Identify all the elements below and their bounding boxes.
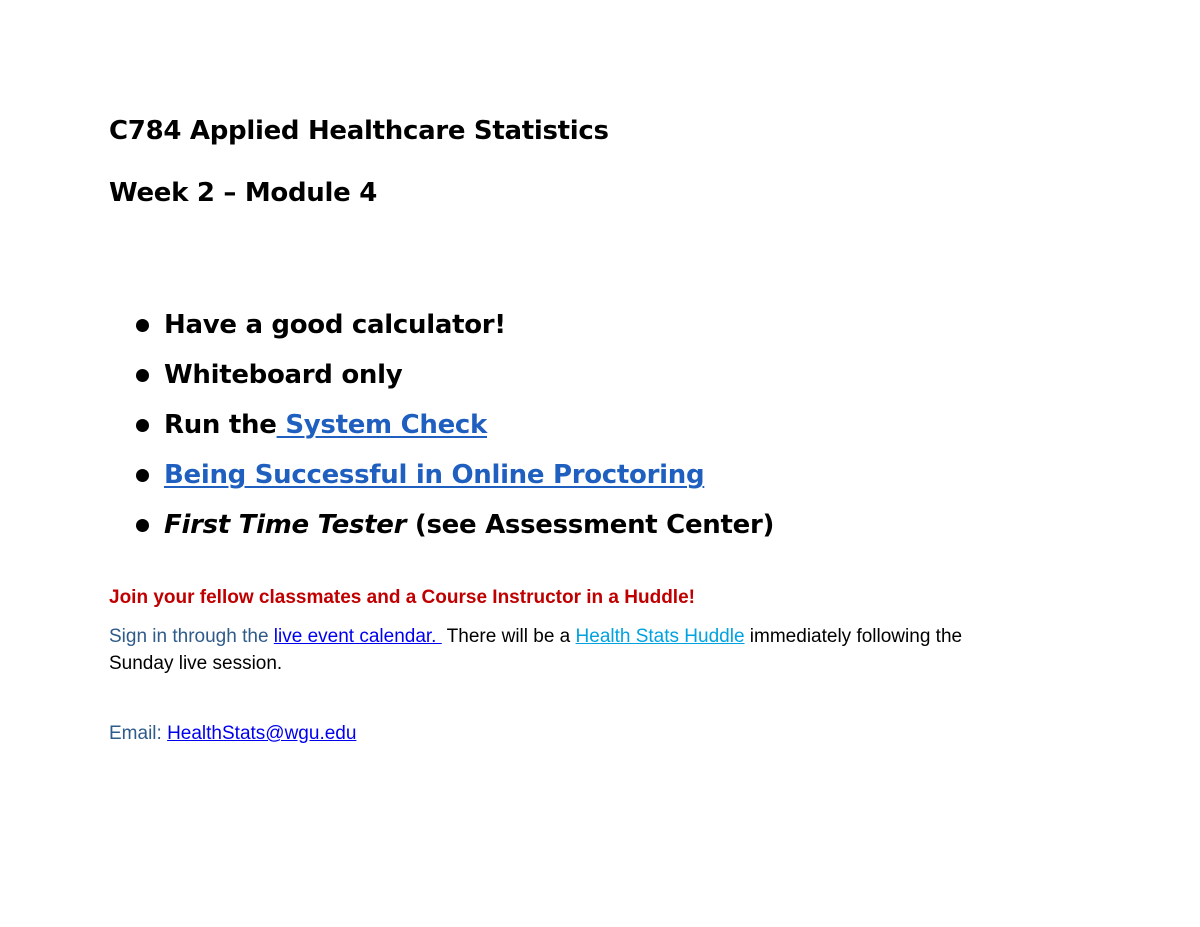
document-subtitle: Week 2 – Module 4 — [109, 178, 378, 208]
list-item — [136, 400, 774, 450]
document-title: C784 Applied Healthcare Statistics — [109, 116, 609, 146]
huddle-heading: Join your fellow classmates and a Course Instructor in a Huddle! — [109, 587, 695, 608]
checklist — [136, 300, 774, 550]
bullet-icon — [136, 369, 149, 382]
bullet-icon — [136, 519, 149, 532]
email-link[interactable]: HealthStats@wgu.edu — [167, 723, 357, 744]
bullet-icon — [136, 469, 149, 482]
list-item — [136, 350, 774, 400]
list-item — [136, 500, 774, 550]
signin-prefix: Sign in through the — [109, 626, 274, 647]
huddle-paragraph — [109, 623, 1099, 677]
bullet-icon — [136, 419, 149, 432]
first-time-tester-text: First Time Tester — [164, 510, 407, 540]
huddle-middle-text: There will be a — [441, 626, 576, 647]
calculator-text: Have a good calculator! — [164, 310, 506, 340]
list-item — [136, 450, 774, 500]
email-line — [109, 723, 356, 745]
huddle-suffix-text: immediately following the — [744, 626, 963, 647]
system-check-prefix: Run the — [164, 410, 277, 440]
whiteboard-text: Whiteboard only — [164, 360, 403, 390]
online-proctoring-link[interactable]: Being Successful in Online Proctoring — [164, 460, 705, 490]
sunday-session-text: Sunday live session. — [109, 653, 283, 674]
list-item — [136, 300, 774, 350]
live-event-calendar-link[interactable]: live event calendar. — [273, 626, 442, 647]
health-stats-huddle-link[interactable]: Health Stats Huddle — [575, 626, 745, 647]
assessment-center-text: (see Assessment Center) — [406, 510, 775, 540]
email-label: Email: — [109, 723, 168, 744]
bullet-icon — [136, 319, 149, 332]
system-check-link[interactable]: System Check — [276, 410, 488, 440]
